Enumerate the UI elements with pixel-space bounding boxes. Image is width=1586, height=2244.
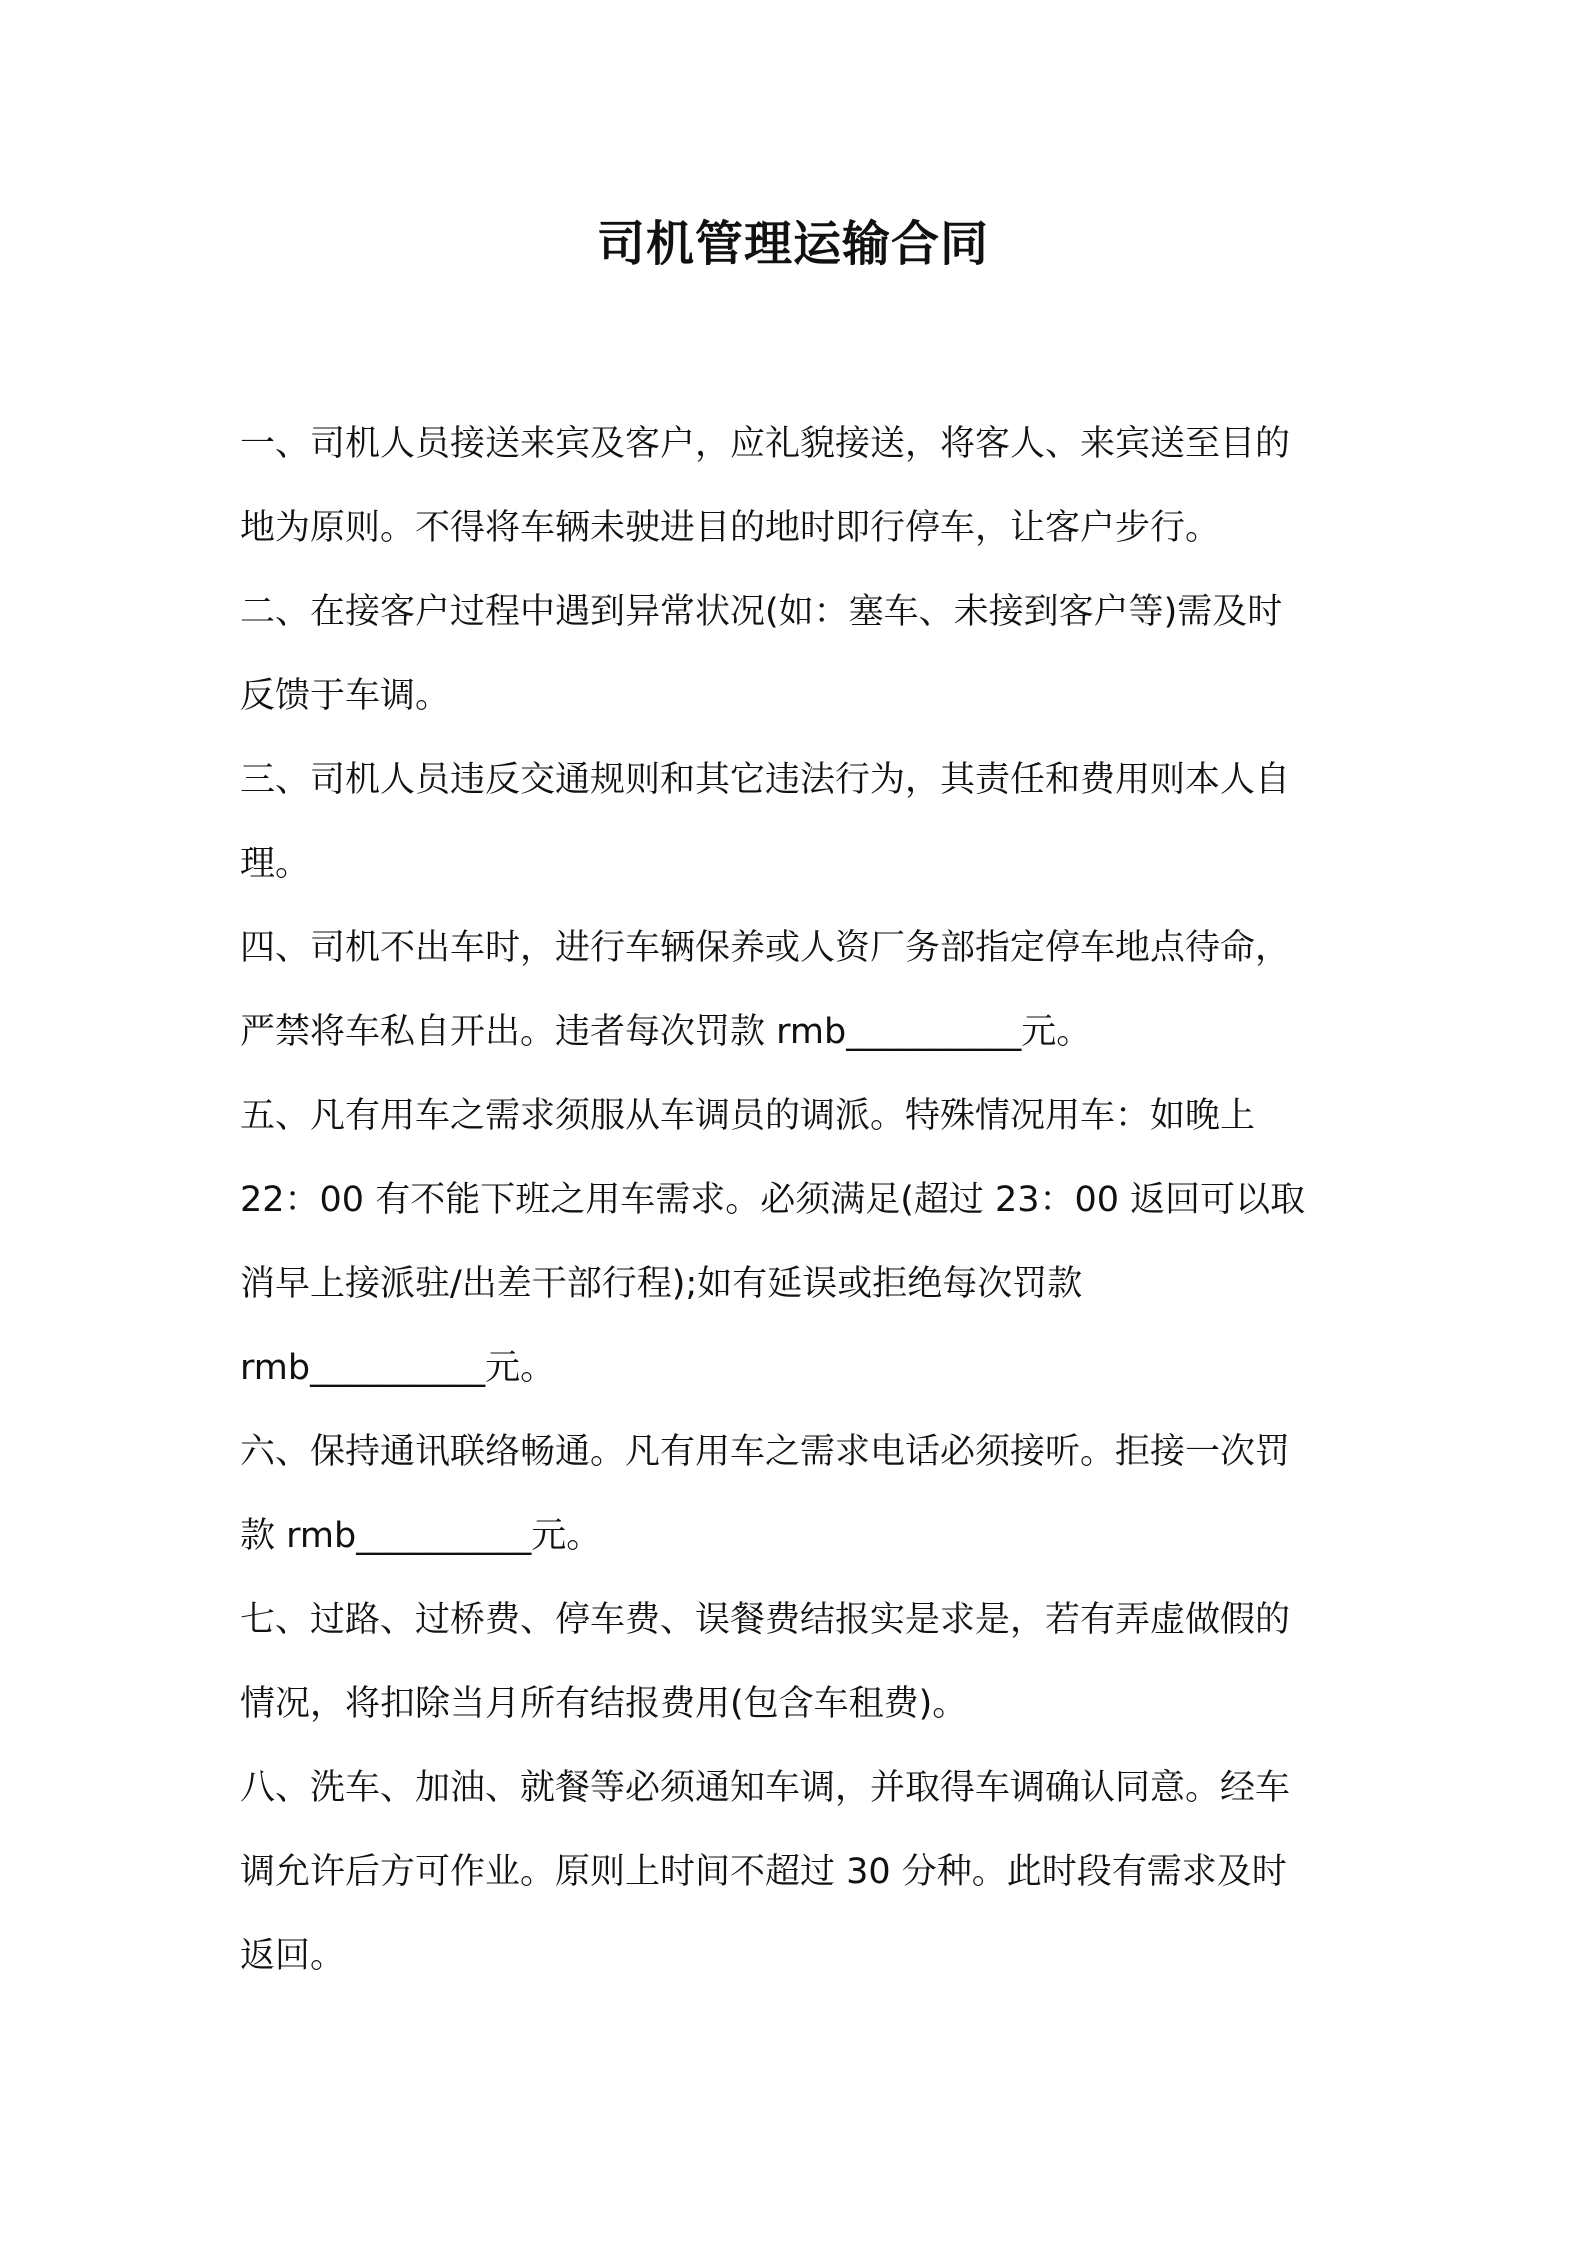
- text-line: 调允许后方可作业。原则上时间不超过 30 分种。此时段有需求及时: [240, 1852, 1287, 1892]
- text-line: 七、过路、过桥费、停车费、误餐费结报实是求是，若有弄虚做假的: [240, 1600, 1291, 1640]
- document-body: [240, 402, 1360, 1998]
- text-line: 二、在接客户过程中遇到异常状况(如：塞车、未接到客户等)需及时: [240, 592, 1283, 632]
- document-title: 司机管理运输合同: [596, 216, 989, 272]
- text-line: 四、司机不出车时，进行车辆保养或人资厂务部指定停车地点待命，: [240, 928, 1291, 968]
- text-line: 反馈于车调。: [240, 676, 451, 716]
- text-line: 22：00 有不能下班之用车需求。必须满足(超过 23：00 返回可以取: [240, 1180, 1306, 1220]
- text-line: 六、保持通讯联络畅通。凡有用车之需求电话必须接听。拒接一次罚: [240, 1432, 1291, 1472]
- text-line: 严禁将车私自开出。违者每次罚款 rmb__________元。: [240, 1012, 1092, 1052]
- text-line: 三、司机人员违反交通规则和其它违法行为，其责任和费用则本人自: [240, 760, 1291, 800]
- text-line: rmb__________元。: [240, 1348, 556, 1388]
- text-line: 款 rmb__________元。: [240, 1516, 602, 1556]
- text-line: 返回。: [240, 1936, 346, 1976]
- text-line: 消早上接派驻/出差干部行程);如有延误或拒绝每次罚款: [240, 1264, 1083, 1304]
- text-line: 五、凡有用车之需求须服从车调员的调派。特殊情况用车：如晚上: [240, 1096, 1256, 1136]
- text-line: 一、司机人员接送来宾及客户，应礼貌接送，将客人、来宾送至目的: [240, 424, 1291, 464]
- text-line: 八、洗车、加油、就餐等必须通知车调，并取得车调确认同意。经车: [240, 1768, 1291, 1808]
- text-line: 情况，将扣除当月所有结报费用(包含车租费)。: [240, 1684, 968, 1724]
- text-line: 理。: [240, 844, 311, 884]
- text-line: 地为原则。不得将车辆未驶进目的地时即行停车，让客户步行。: [240, 508, 1221, 548]
